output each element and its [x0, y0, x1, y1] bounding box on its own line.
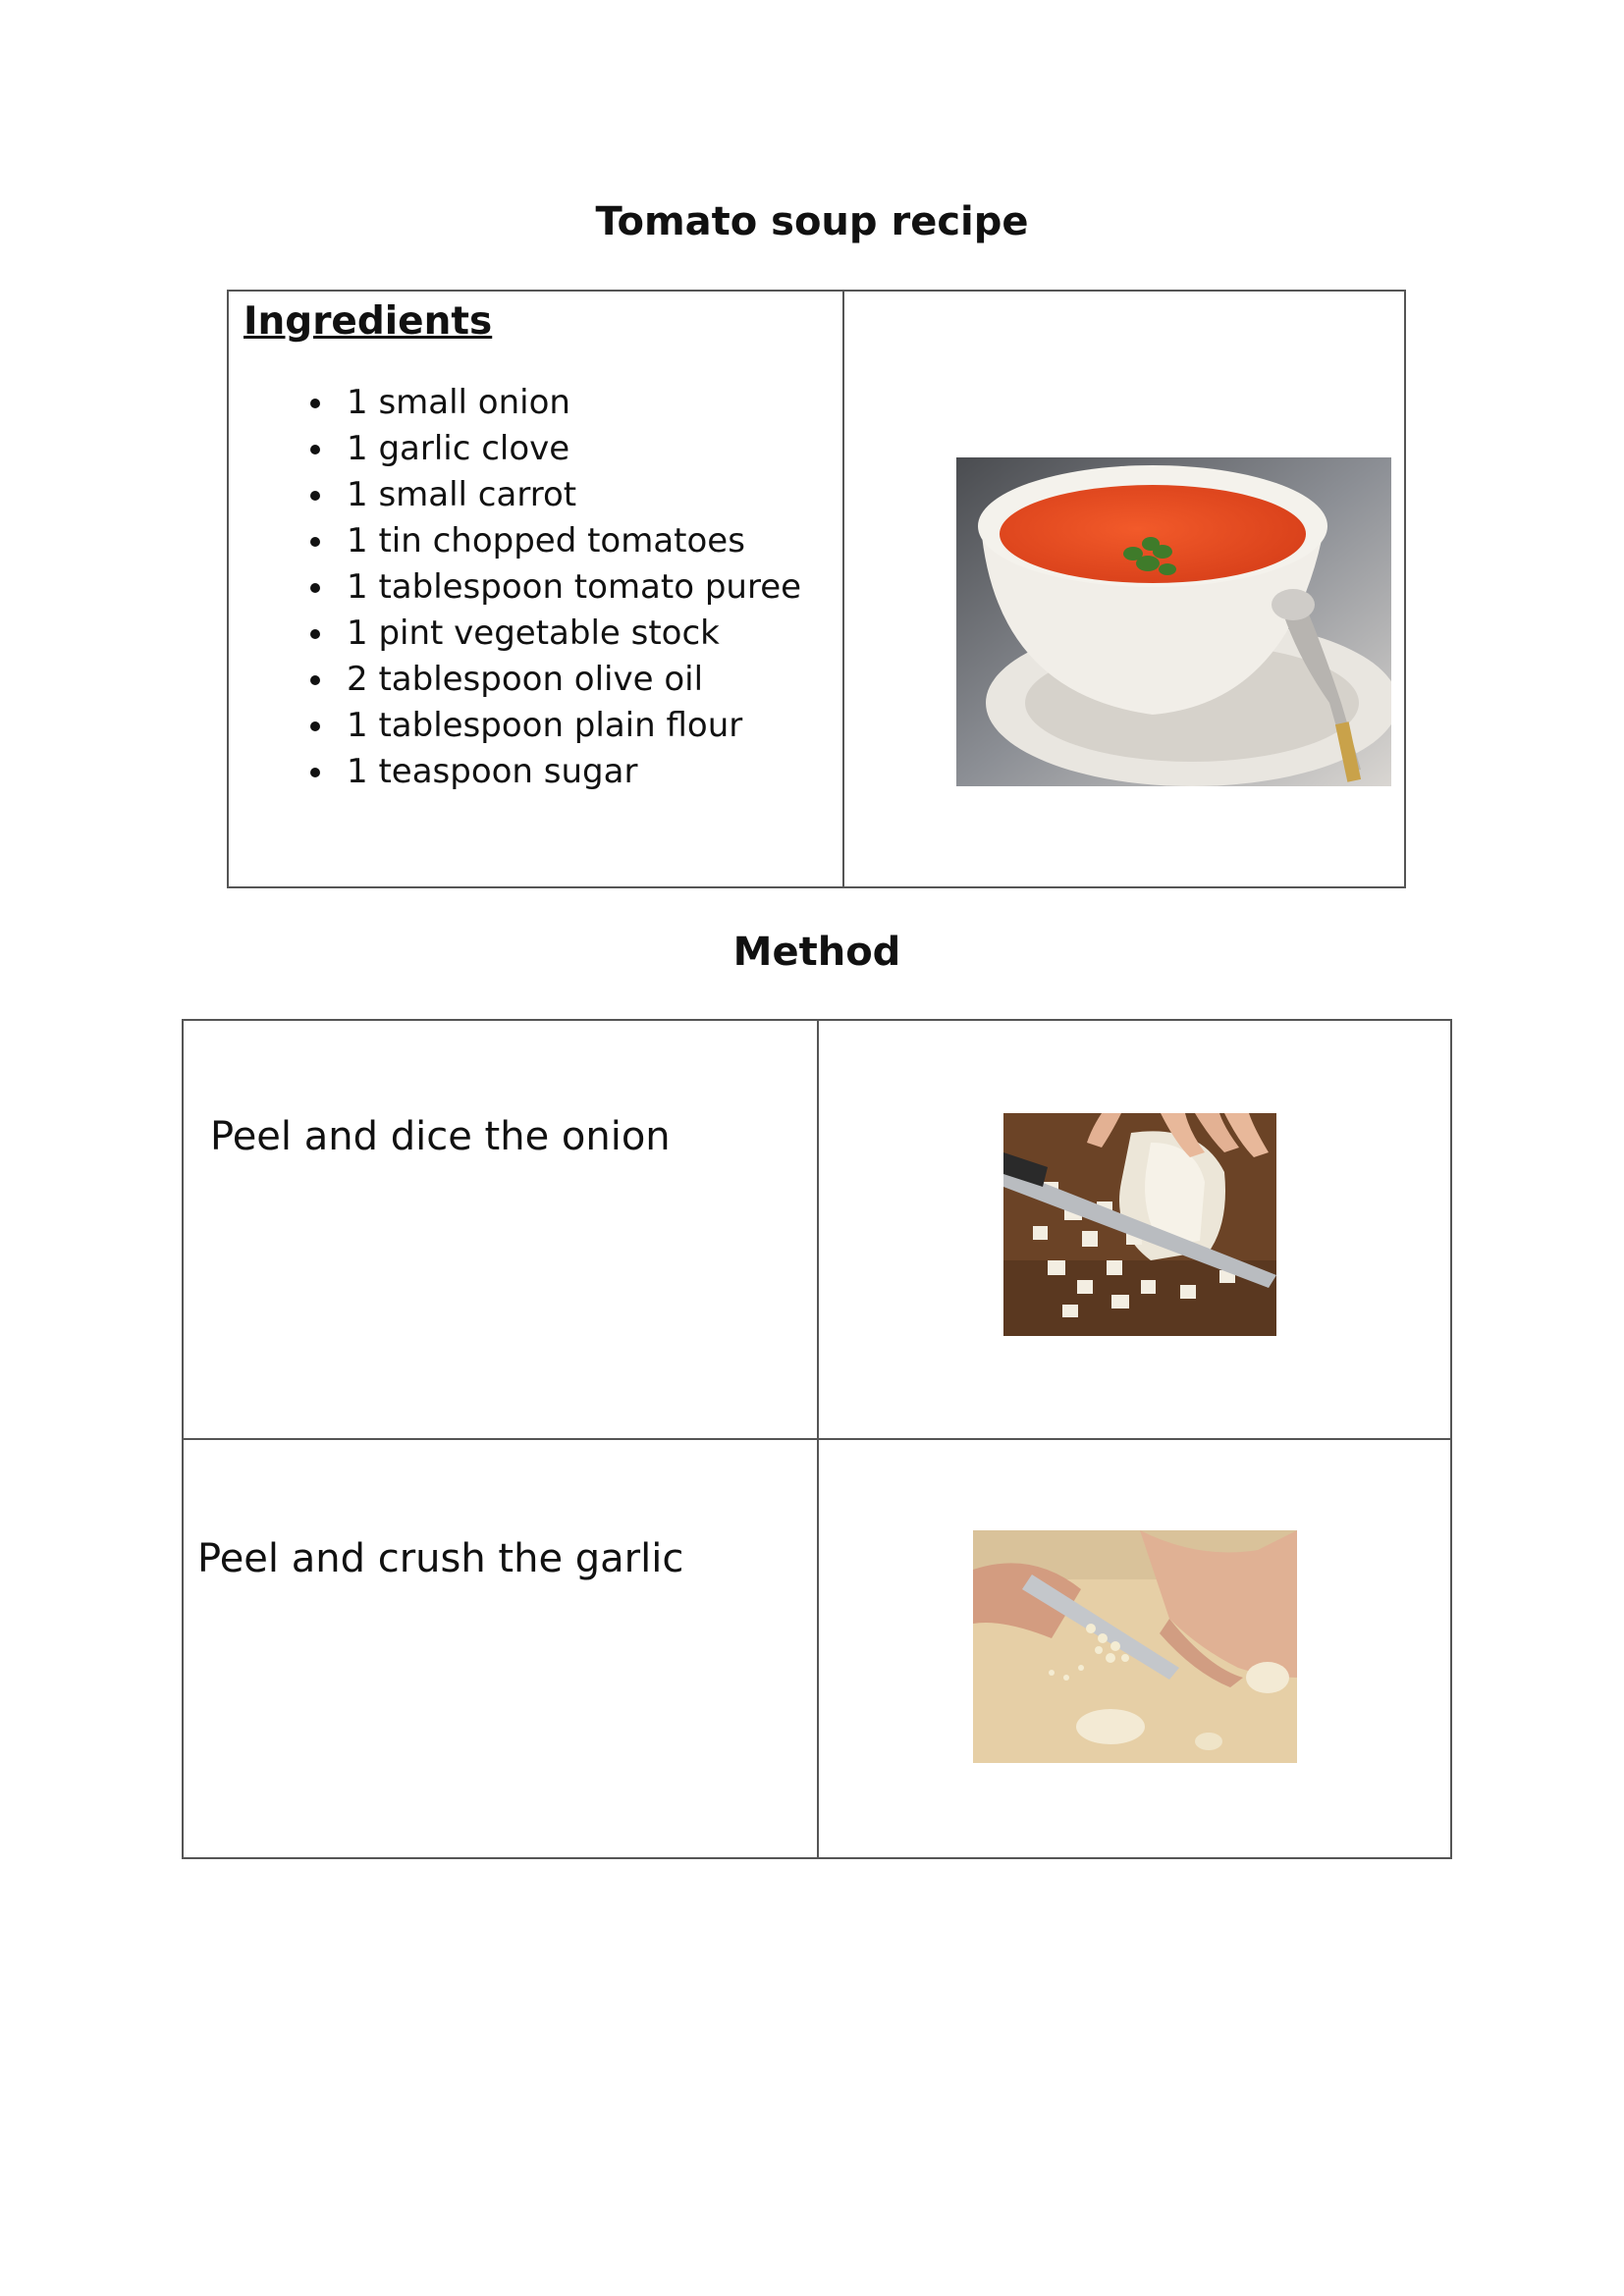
dicing-onion-photo: [1003, 1113, 1276, 1336]
onion-dicing-icon: [1003, 1113, 1276, 1336]
garlic-crushing-icon: [973, 1530, 1297, 1763]
step-text-cell: [183, 1439, 818, 1858]
ingredients-heading: Ingredients: [244, 299, 493, 344]
step-text: Peel and crush the garlic: [197, 1536, 684, 1581]
ingredients-list: [298, 380, 801, 795]
ingredients-cell: [228, 291, 843, 887]
step-photo-cell: [818, 1439, 1451, 1858]
list-item: • 1 tablespoon plain flour: [337, 703, 801, 749]
page-title: Tomato soup recipe: [595, 199, 1029, 244]
crushing-garlic-photo: [973, 1530, 1297, 1763]
list-item: • 1 tablespoon tomato puree: [337, 564, 801, 611]
soup-bowl-icon: [956, 457, 1391, 786]
list-item: • 1 pint vegetable stock: [337, 611, 801, 657]
list-item: • 1 small onion: [337, 380, 801, 426]
list-item: • 1 garlic clove: [337, 426, 801, 472]
list-item: • 1 teaspoon sugar: [337, 749, 801, 795]
step-text-cell: [183, 1020, 818, 1439]
step-text: Peel and dice the onion: [210, 1114, 671, 1159]
list-item: • 2 tablespoon olive oil: [337, 657, 801, 703]
ingredients-table: [227, 290, 1406, 888]
step-photo-cell: [818, 1020, 1451, 1439]
list-item: • 1 small carrot: [337, 472, 801, 518]
tomato-soup-photo: [956, 457, 1391, 786]
method-heading: Method: [732, 930, 901, 975]
list-item: • 1 tin chopped tomatoes: [337, 518, 801, 564]
soup-photo-cell: [843, 291, 1405, 887]
method-table: [182, 1019, 1452, 1859]
